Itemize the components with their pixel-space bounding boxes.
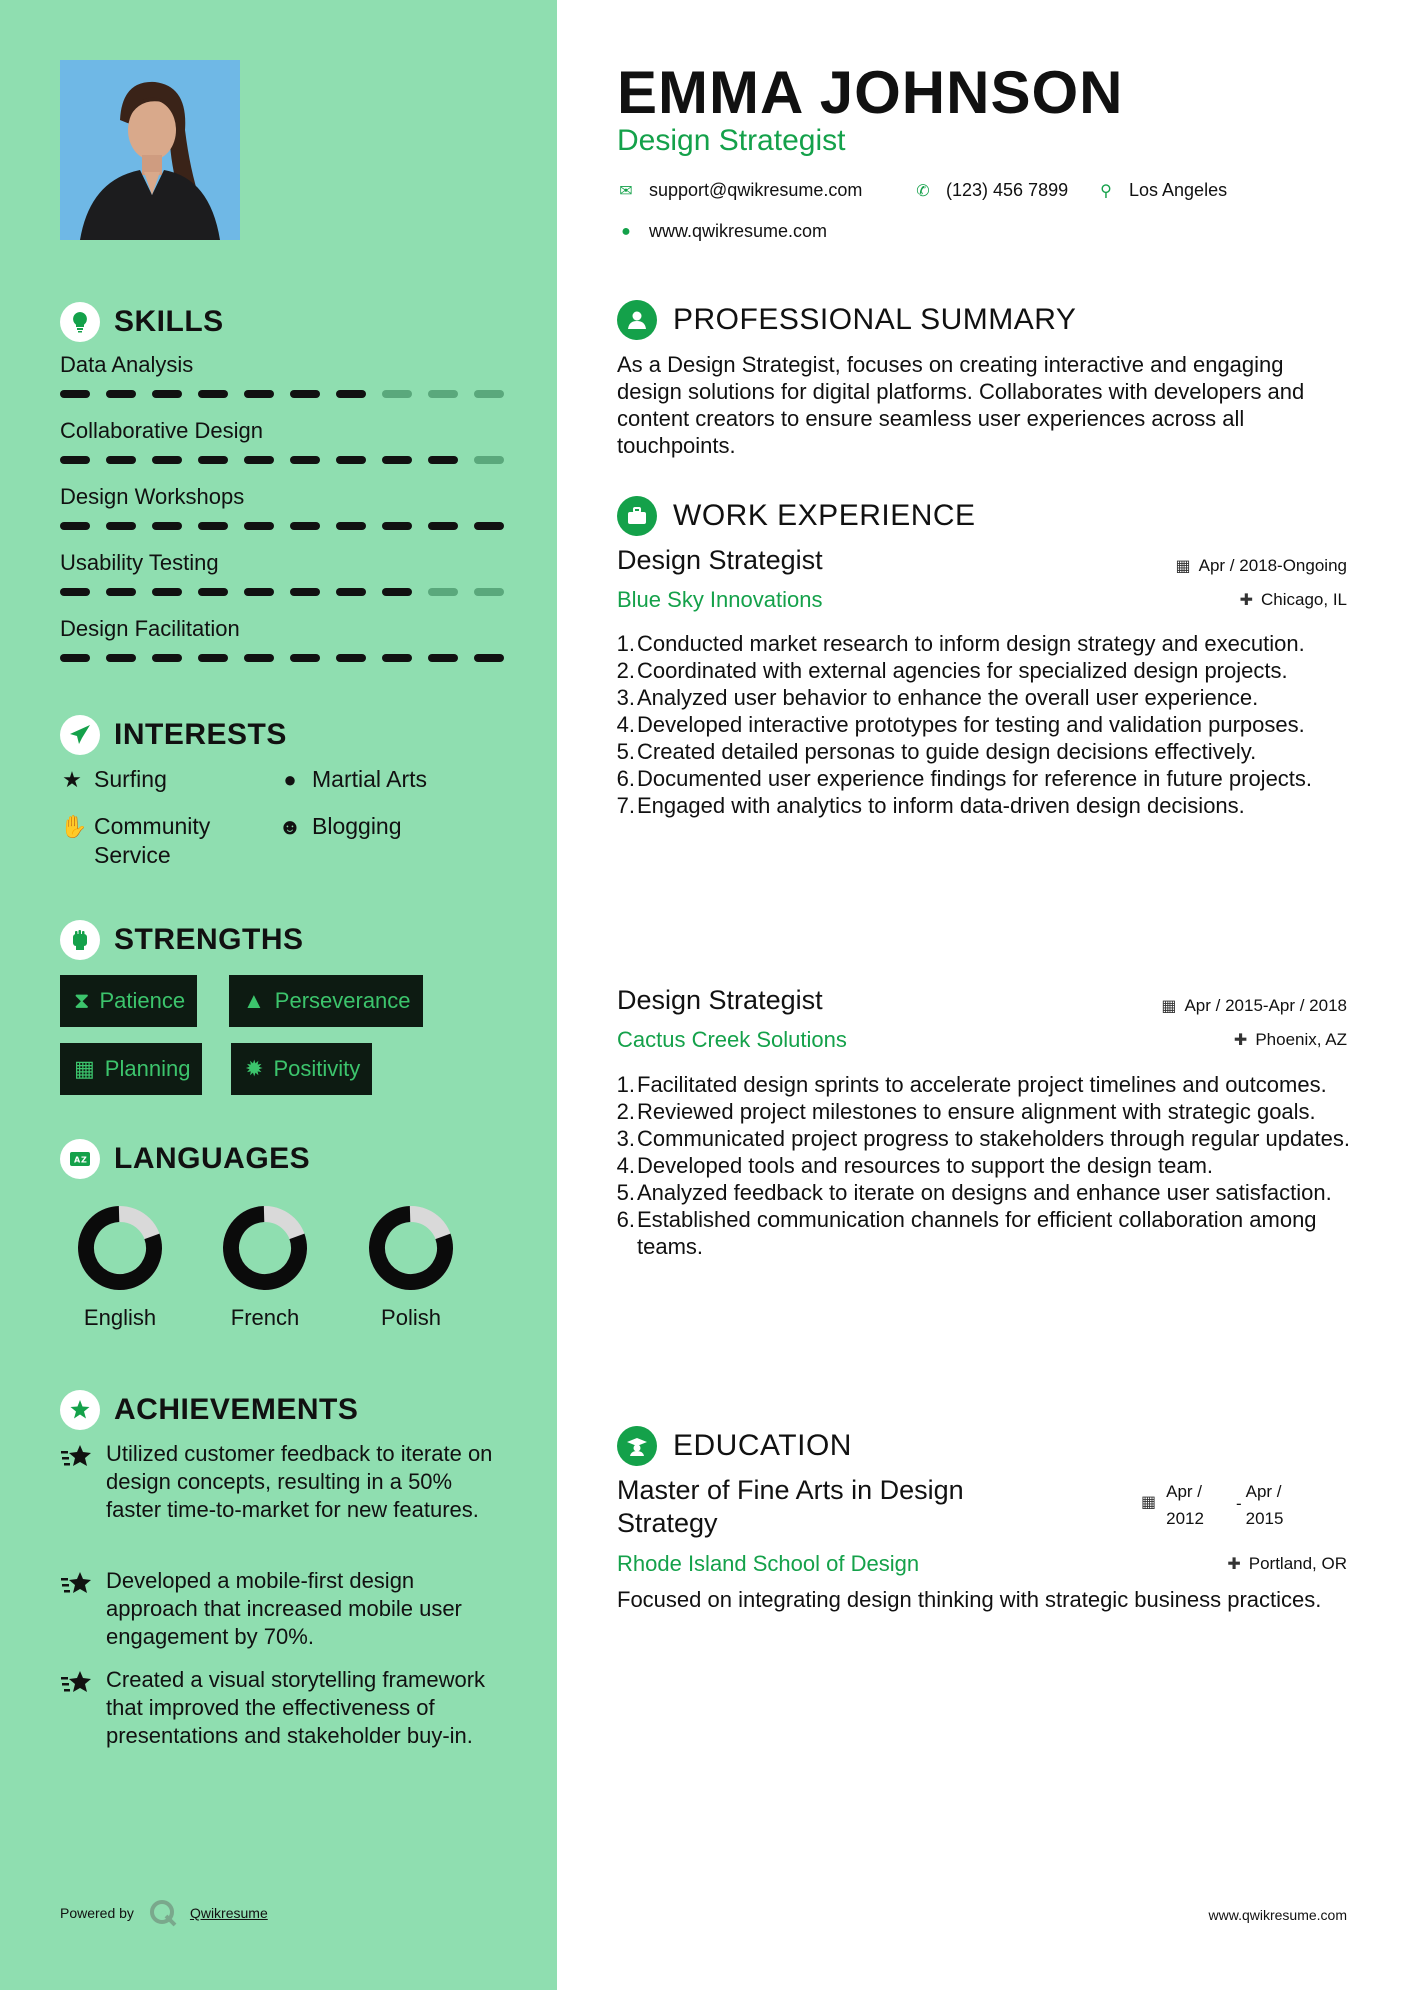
pushpin-icon: ✚ [1233, 1032, 1248, 1049]
skill-dash-filled [198, 588, 228, 596]
road-icon: ▲ [243, 988, 265, 1013]
bullet-text: Communicated project progress to stakeholders through regular updates. [637, 1126, 1350, 1151]
achievement-item [60, 1567, 500, 1651]
skill-dash-filled [428, 654, 458, 662]
strengths-title: STRENGTHS [114, 923, 304, 956]
bullet-text: Reviewed project milestones to ensure alignment with strategic goals. [637, 1099, 1316, 1124]
skill-dash-filled [474, 522, 504, 530]
bullet-number: 6. [616, 766, 635, 791]
language-label: French [230, 1305, 300, 1330]
skill-meter [60, 390, 504, 398]
summary-title: PROFESSIONAL SUMMARY [673, 303, 1077, 336]
bullet-number: 6. [616, 1207, 635, 1232]
job-bullet [610, 792, 1350, 819]
bullet-text: Analyzed feedback to iterate on designs and enhance user satisfaction. [637, 1180, 1332, 1205]
bullet-text: Analyzed user behavior to enhance the overall user experience. [637, 685, 1259, 710]
skill-dash-filled [336, 390, 366, 398]
interest-label: Blogging [312, 813, 402, 839]
hourglass-icon: ⧗ [74, 988, 90, 1013]
job-dates-text: Apr / 2015-Apr / 2018 [1184, 996, 1347, 1015]
users-icon: ☻ [278, 814, 302, 839]
powered-by [60, 1898, 268, 1928]
bullet-text: Established communication channels for efficient collaboration among teams. [637, 1207, 1317, 1259]
qwikresume-logo-icon [148, 1898, 178, 1928]
pushpin-icon: ✚ [1239, 592, 1253, 609]
email-text: support@qwikresume.com [649, 180, 863, 200]
skill-label: Data Analysis [60, 352, 194, 377]
interest-item [278, 812, 402, 841]
achievement-text: Created a visual storytelling framework that improved the effectiveness of presentations and stakeholder buy-in. [106, 1667, 486, 1748]
job-bullet [610, 711, 1350, 738]
skill-dash-filled [336, 522, 366, 530]
education-header [617, 1426, 852, 1466]
bullet-text: Developed tools and resources to support the design team. [637, 1153, 1214, 1178]
job-location-text: Chicago, IL [1261, 590, 1347, 609]
interest-item [60, 765, 167, 794]
calendar-icon: ▦ [1175, 558, 1191, 575]
skill-dash-empty [428, 588, 458, 596]
calendar-icon: ▦ [74, 1056, 95, 1081]
language-icon [60, 1139, 100, 1179]
candidate-role: Design Strategist [617, 124, 846, 157]
contact-location [1097, 180, 1227, 201]
language-donut [75, 1203, 165, 1293]
skill-dash-filled [60, 522, 90, 530]
skill-label: Collaborative Design [60, 418, 263, 443]
calendar-icon: ▦ [1161, 998, 1177, 1015]
job-location-text: Phoenix, AZ [1255, 1030, 1347, 1049]
skill-dash-filled [198, 522, 228, 530]
job-bullet [610, 684, 1350, 711]
job-location [1240, 590, 1347, 610]
education-title: EDUCATION [673, 1429, 852, 1462]
job-bullet [610, 765, 1350, 792]
skill-dash-empty [474, 390, 504, 398]
sidebar [0, 0, 557, 1990]
profile-photo [60, 60, 240, 240]
strength-chip [60, 1043, 202, 1095]
skill-dash-filled [290, 522, 320, 530]
phone-icon: ✆ [916, 182, 930, 200]
skill-dash-filled [198, 654, 228, 662]
strength-label: Positivity [273, 1056, 361, 1081]
skill-dash-filled [244, 588, 274, 596]
languages-header [60, 1139, 310, 1179]
website-text: www.qwikresume.com [649, 221, 828, 241]
strength-label: Planning [104, 1056, 191, 1081]
achievement-item [60, 1666, 500, 1750]
interests-header [60, 715, 287, 755]
job-bullets [610, 630, 1350, 819]
map-pin-icon: ⚲ [1100, 182, 1112, 200]
contact-phone[interactable] [914, 180, 1068, 201]
summary-text: As a Design Strategist, focuses on creating interactive and engaging design solutions for digital platforms. Collaborates with developers and content creators to ensure seamless user experiences across all touchpoints. [617, 352, 1305, 458]
powered-by-label: Powered by [60, 1905, 134, 1921]
bullet-number: 3. [616, 685, 635, 710]
language-donut [220, 1203, 310, 1293]
skills-header [60, 302, 224, 342]
star-icon: ★ [62, 767, 82, 792]
bullet-number: 2. [616, 658, 635, 683]
skill-dash-filled [198, 390, 228, 398]
skill-dash-filled [336, 456, 366, 464]
edu-end [1246, 1478, 1284, 1532]
skill-dash-filled [244, 390, 274, 398]
calendar-icon: ▦ [1141, 1494, 1157, 1511]
bullet-number: 5. [616, 739, 635, 764]
bullet-text: Facilitated design sprints to accelerate project timelines and outcomes. [637, 1072, 1327, 1097]
summary-header [617, 300, 1076, 340]
interest-label: Community Service [94, 813, 211, 868]
skill-dash-filled [106, 522, 136, 530]
achievement-item [60, 1440, 500, 1524]
skill-dash-filled [60, 390, 90, 398]
bullet-number: 7. [616, 793, 635, 818]
bullet-number: 4. [616, 1153, 635, 1178]
job-bullet [610, 1125, 1350, 1152]
skill-dash-filled [106, 390, 136, 398]
language-donut [366, 1203, 456, 1293]
briefcase-icon [617, 496, 657, 536]
skill-dash-filled [382, 456, 412, 464]
star-burst-icon [60, 1668, 94, 1696]
globe-icon: ● [283, 767, 297, 792]
globe-icon: ● [621, 222, 631, 240]
skill-dash-filled [152, 456, 182, 464]
experience-title: WORK EXPERIENCE [673, 499, 976, 532]
skill-dash-filled [382, 588, 412, 596]
phone-text: (123) 456 7899 [946, 180, 1069, 200]
skill-dash-filled [152, 522, 182, 530]
skill-dash-filled [428, 456, 458, 464]
interest-item [60, 812, 260, 870]
languages-title: LANGUAGES [114, 1142, 311, 1175]
language-item [205, 1203, 325, 1331]
job-bullet [610, 657, 1350, 684]
skill-dash-filled [290, 390, 320, 398]
paper-plane-icon [60, 715, 100, 755]
job-company: Blue Sky Innovations [617, 587, 823, 612]
skill-dash-filled [290, 456, 320, 464]
edu-end-month: Apr / [1245, 1482, 1282, 1501]
skill-meter [60, 522, 504, 530]
skill-dash-filled [428, 522, 458, 530]
job-bullet [610, 1071, 1350, 1098]
hand-icon: ✋ [60, 814, 88, 839]
bullet-text: Conducted market research to inform design strategy and execution. [637, 631, 1305, 656]
job-title: Design Strategist [617, 545, 823, 575]
job-dates-text: Apr / 2018-Ongoing [1198, 556, 1347, 575]
user-icon [617, 300, 657, 340]
language-item [351, 1203, 471, 1331]
svg-text:A: A [74, 1155, 81, 1165]
contact-email[interactable] [617, 180, 862, 201]
job-bullet [610, 738, 1350, 765]
svg-text:Z: Z [81, 1155, 87, 1165]
bullet-number: 4. [616, 712, 635, 737]
skill-dash-empty [474, 456, 504, 464]
job-bullet [610, 630, 1350, 657]
skill-dash-filled [152, 390, 182, 398]
skill-dash-filled [152, 654, 182, 662]
skill-dash-filled [382, 654, 412, 662]
job-title: Design Strategist [617, 985, 823, 1015]
pushpin-icon: ✚ [1227, 1556, 1241, 1573]
achievements-header [60, 1390, 358, 1430]
bullet-text: Coordinated with external agencies for specialized design projects. [637, 658, 1288, 683]
skill-dash-empty [474, 588, 504, 596]
job-dates [1161, 996, 1347, 1016]
strength-chip [231, 1043, 372, 1095]
skill-dash-empty [382, 390, 412, 398]
bullet-text: Developed interactive prototypes for testing and validation purposes. [637, 712, 1305, 737]
job-bullet [610, 1179, 1350, 1206]
candidate-name: EMMA JOHNSON [617, 59, 1124, 126]
job-company: Cactus Creek Solutions [617, 1027, 847, 1052]
skill-dash-filled [336, 588, 366, 596]
edu-start-year: 2012 [1166, 1509, 1204, 1528]
interest-label: Martial Arts [312, 766, 428, 792]
skill-dash-filled [382, 522, 412, 530]
language-label: English [83, 1305, 157, 1330]
skill-dash-filled [244, 456, 274, 464]
interest-label: Surfing [94, 766, 167, 792]
footer-url[interactable]: www.qwikresume.com [1208, 1907, 1347, 1923]
skill-dash-filled [244, 654, 274, 662]
education-location-text: Portland, OR [1248, 1554, 1347, 1573]
fist-icon [60, 920, 100, 960]
skill-dash-filled [198, 456, 228, 464]
job-bullet [610, 1206, 1350, 1260]
skill-dash-filled [336, 654, 366, 662]
skill-dash-empty [428, 390, 458, 398]
degree-title: Master of Fine Arts in Design Strategy [617, 1475, 964, 1538]
job-bullet [610, 1152, 1350, 1179]
strength-chip [229, 975, 423, 1027]
job-bullet [610, 1098, 1350, 1125]
experience-header [617, 496, 976, 536]
strength-label: Patience [99, 988, 186, 1013]
skill-dash-filled [60, 456, 90, 464]
achievement-text: Developed a mobile-first design approach that increased mobile user engagement by 70%. [106, 1568, 462, 1649]
skill-meter [60, 456, 504, 464]
edu-start [1166, 1478, 1204, 1532]
skill-label: Design Workshops [60, 484, 245, 509]
badge-star-icon [60, 1390, 100, 1430]
cog-icon: ✹ [245, 1056, 264, 1081]
edu-end-year: 2015 [1245, 1509, 1284, 1528]
bullet-number: 3. [616, 1126, 635, 1151]
bullet-text: Documented user experience findings for reference in future projects. [637, 766, 1313, 791]
star-burst-icon [60, 1569, 94, 1597]
graduate-icon [617, 1426, 657, 1466]
skill-meter [60, 588, 504, 596]
bullet-number: 5. [616, 1180, 635, 1205]
skill-label: Design Facilitation [60, 616, 240, 641]
skill-dash-filled [290, 654, 320, 662]
skill-dash-filled [106, 654, 136, 662]
job-location [1234, 1030, 1347, 1050]
qwikresume-link[interactable]: Qwikresume [189, 1905, 268, 1921]
strength-label: Perseverance [274, 988, 411, 1013]
interests-title: INTERESTS [114, 718, 287, 751]
bullet-text: Created detailed personas to guide design decisions effectively. [637, 739, 1257, 764]
lightbulb-icon [60, 302, 100, 342]
language-label: Polish [381, 1305, 441, 1330]
strength-chip [60, 975, 197, 1027]
skill-label: Usability Testing [60, 550, 219, 575]
achievement-text: Utilized customer feedback to iterate on design concepts, resulting in a 50% faster time-to-market for new features. [106, 1441, 493, 1522]
interest-item [278, 765, 427, 794]
job-bullets [610, 1071, 1350, 1260]
school-name: Rhode Island School of Design [617, 1551, 920, 1576]
achievements-title: ACHIEVEMENTS [114, 1393, 359, 1426]
skill-dash-filled [106, 588, 136, 596]
strengths-header [60, 920, 304, 960]
skill-dash-filled [290, 588, 320, 596]
bullet-number: 2. [616, 1099, 635, 1124]
bullet-number: 1. [616, 631, 635, 656]
skill-meter [60, 654, 504, 662]
skill-dash-filled [244, 522, 274, 530]
bullet-text: Engaged with analytics to inform data-driven design decisions. [637, 793, 1245, 818]
job-dates [1175, 556, 1347, 576]
education-text: Focused on integrating design thinking with strategic business practices. [617, 1587, 1322, 1612]
language-item [60, 1203, 180, 1331]
skill-dash-filled [474, 654, 504, 662]
education-dates [1141, 1478, 1283, 1532]
edu-date-dash: - [1235, 1494, 1242, 1513]
skill-dash-filled [60, 588, 90, 596]
skill-dash-filled [152, 588, 182, 596]
skill-dash-filled [106, 456, 136, 464]
skills-title: SKILLS [114, 305, 224, 338]
contact-website[interactable] [617, 221, 827, 242]
location-text: Los Angeles [1129, 180, 1228, 200]
envelope-icon: ✉ [619, 182, 633, 200]
skill-dash-filled [60, 654, 90, 662]
education-location [1227, 1554, 1347, 1574]
edu-start-month: Apr / [1166, 1482, 1203, 1501]
star-burst-icon [60, 1442, 94, 1470]
bullet-number: 1. [616, 1072, 635, 1097]
